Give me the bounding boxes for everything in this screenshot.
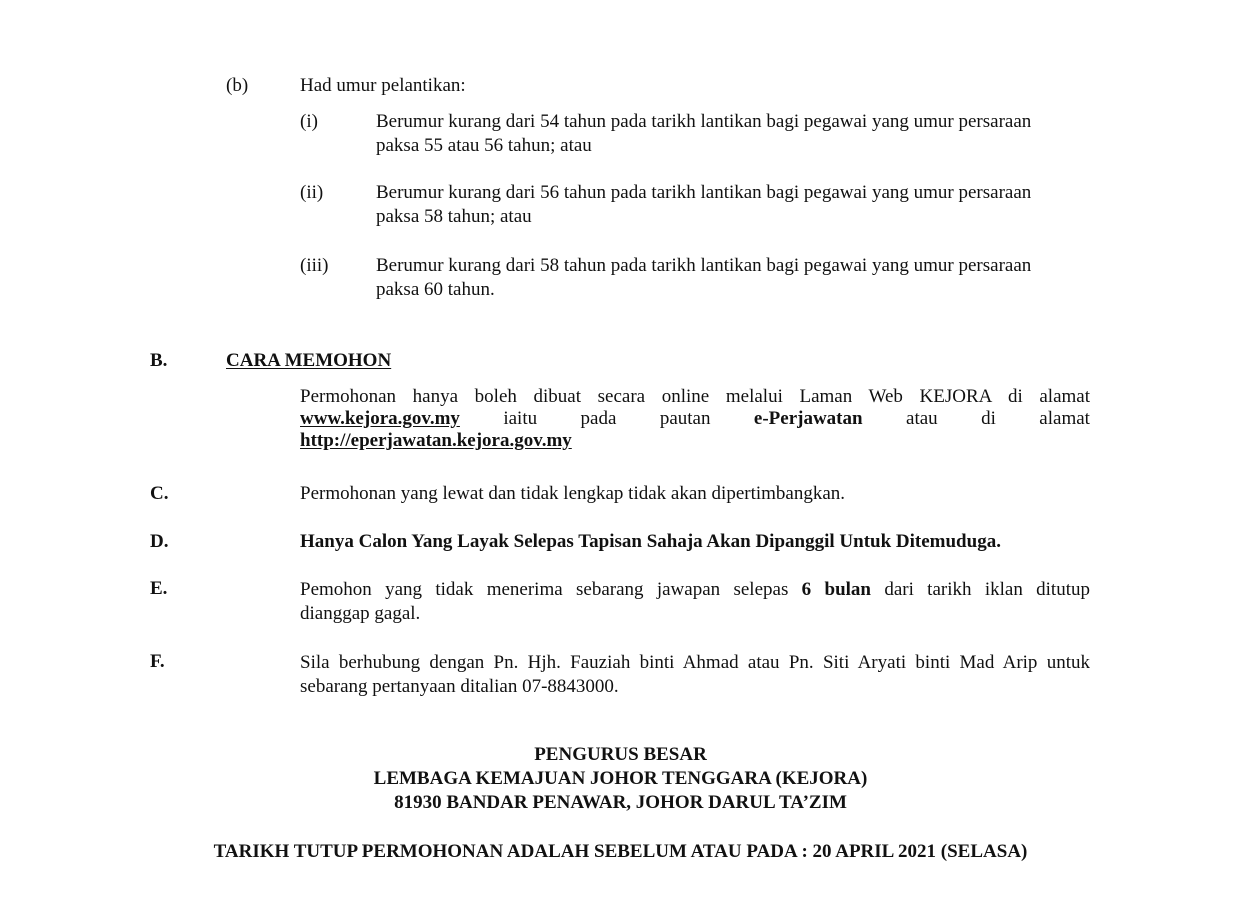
eperjawatan-label: e-Perjawatan	[753, 408, 863, 429]
text: Sila berhubung dengan Pn. Hjh. Fauziah binti Ahmad atau Pn. Siti Aryati binti Mad Arip untuk	[300, 652, 1090, 673]
age-limit-heading: Had umur pelantikan:	[300, 75, 466, 96]
section-b-marker: B.	[150, 350, 168, 371]
section-d-marker: D.	[150, 531, 169, 552]
signatory-title: PENGURUS BESAR	[534, 744, 707, 765]
age-item-marker: (iii)	[300, 255, 329, 276]
section-f-marker: F.	[150, 651, 165, 672]
age-item-line: Berumur kurang dari 56 tahun pada tarikh lantikan bagi pegawai yang umur persaraan	[376, 182, 1032, 203]
six-months-emphasis: 6 bulan	[801, 579, 871, 600]
age-item-line: paksa 60 tahun.	[376, 279, 495, 300]
word: iaitu	[503, 408, 538, 429]
section-c-marker: C.	[150, 483, 169, 504]
section-f-text	[300, 651, 1090, 699]
organization-address: 81930 BANDAR PENAWAR, JOHOR DARUL TA’ZIM	[394, 792, 847, 813]
eperjawatan-link[interactable]: http://eperjawatan.kejora.gov.my	[300, 430, 572, 451]
apply-line-2	[300, 408, 1090, 430]
closing-date: TARIKH TUTUP PERMOHONAN ADALAH SEBELUM ATAU PADA : 20 APRIL 2021 (SELASA)	[213, 841, 1028, 862]
age-item-marker: (ii)	[300, 182, 324, 203]
word: di	[981, 408, 996, 429]
word: atau	[906, 408, 938, 429]
organization-name: LEMBAGA KEMAJUAN JOHOR TENGGARA (KEJORA)	[373, 768, 868, 789]
age-limit-marker: (b)	[226, 75, 249, 96]
age-item-line: paksa 55 atau 56 tahun; atau	[376, 135, 592, 156]
section-c-text: Permohonan yang lewat dan tidak lengkap tidak akan dipertimbangkan.	[300, 483, 846, 504]
apply-line-1	[300, 386, 1090, 408]
age-item-line: paksa 58 tahun; atau	[376, 206, 532, 227]
section-e-text	[300, 578, 1090, 626]
apply-text: Permohonan hanya boleh dibuat secara online melalui Laman Web KEJORA di alamat	[300, 386, 1090, 407]
text: dari tarikh iklan ditutup	[870, 579, 1090, 600]
text: dianggap gagal.	[300, 603, 421, 624]
section-b-title: CARA MEMOHON	[226, 350, 392, 371]
age-item-line: Berumur kurang dari 58 tahun pada tarikh lantikan bagi pegawai yang umur persaraan	[376, 255, 1032, 276]
kejora-website-link[interactable]: www.kejora.gov.my	[300, 408, 460, 429]
age-item-line: Berumur kurang dari 54 tahun pada tarikh lantikan bagi pegawai yang umur persaraan	[376, 111, 1032, 132]
text: Pemohon yang tidak menerima sebarang jawapan selepas	[300, 579, 802, 600]
text: sebarang pertanyaan ditalian 07-8843000.	[300, 676, 619, 697]
section-d-text: Hanya Calon Yang Layak Selepas Tapisan Sahaja Akan Dipanggil Untuk Ditemuduga.	[300, 531, 1001, 552]
age-item-marker: (i)	[300, 111, 318, 132]
word: pada	[580, 408, 617, 429]
word: pautan	[659, 408, 711, 429]
word: alamat	[1039, 408, 1090, 429]
section-e-marker: E.	[150, 578, 168, 599]
